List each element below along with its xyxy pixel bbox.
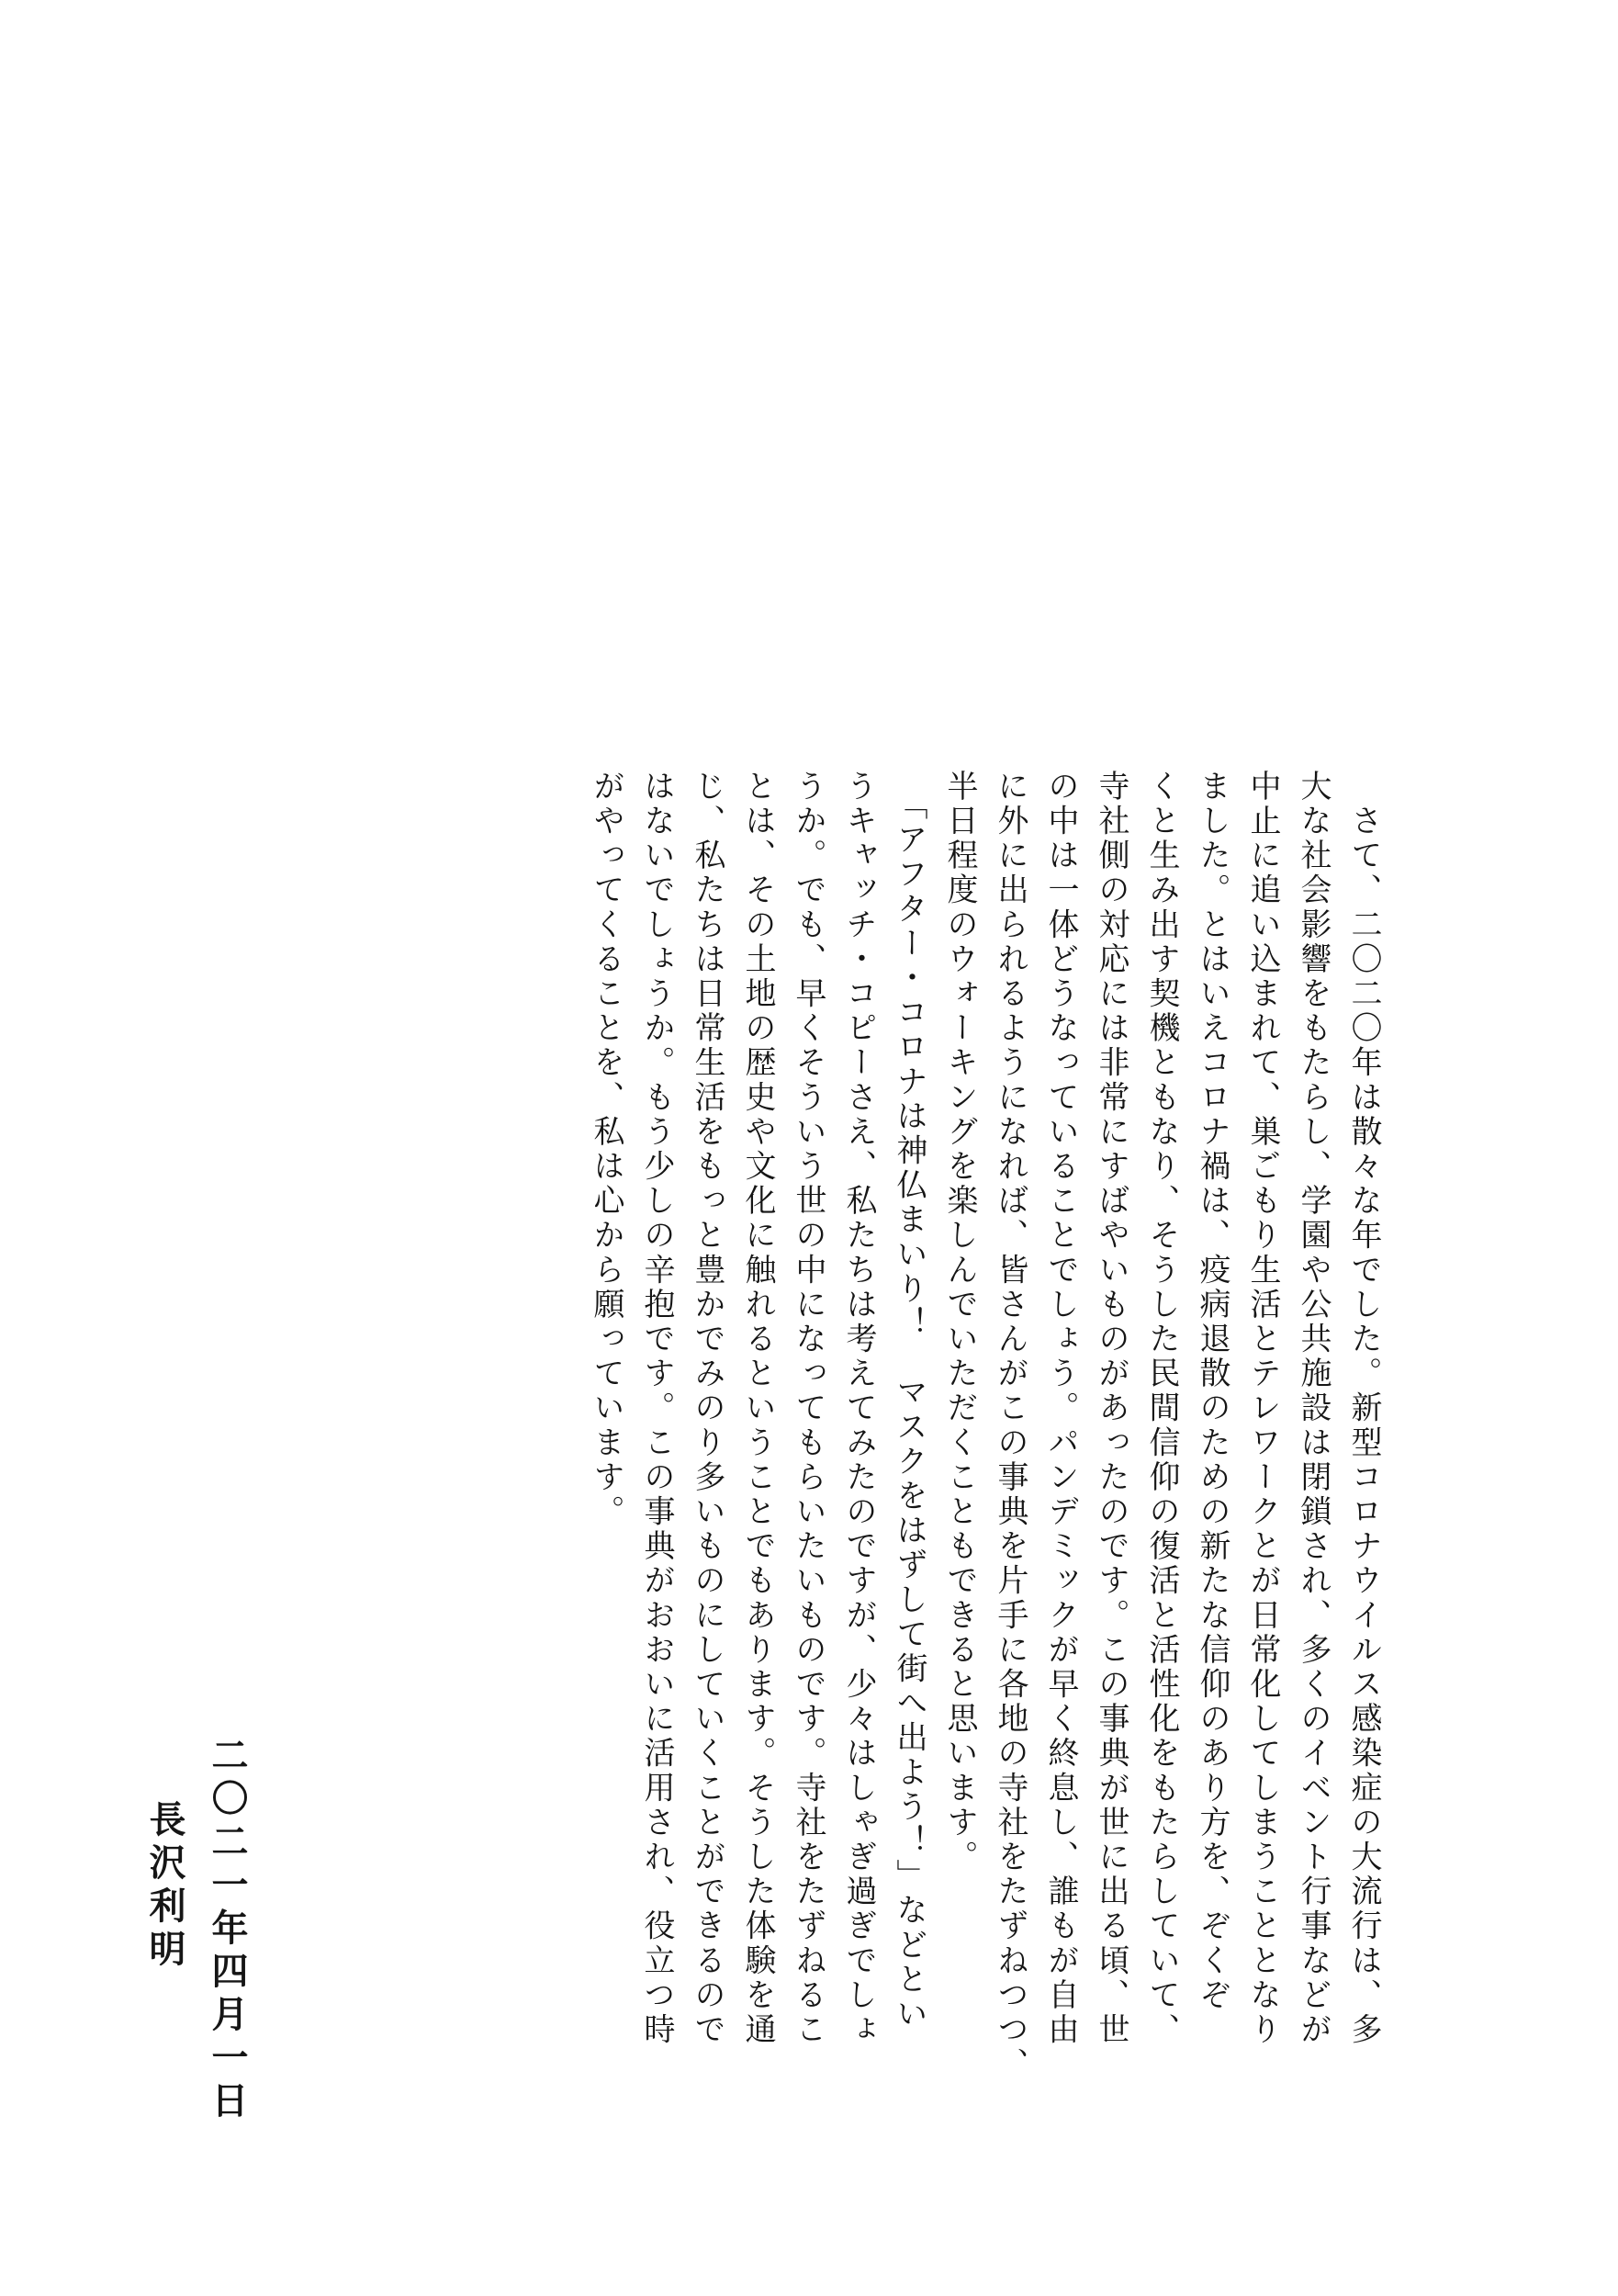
text-line: 寺社側の対応には非常にすばやいものがあったのです。この事典が世に出る頃、世 xyxy=(1093,770,1129,2048)
text-line: うか。でも、早くそういう世の中になってもらいたいものです。寺社をたずねるこ xyxy=(790,770,826,2048)
signature-block xyxy=(133,1736,258,2124)
text-line: 「アフター・コロナは神仏まいり！ マスクをはずして街へ出よう！」などとい xyxy=(891,770,927,2032)
text-line: うキャッチ・コピーさえ、私たちは考えてみたのですが、少々はしゃぎ過ぎでしょ xyxy=(840,770,877,2048)
text-line: じ、私たちは日常生活をもっと豊かでみのり多いものにしていくことができるので xyxy=(689,770,725,2048)
text-line: はないでしょうか。もう少しの辛抱です。この事典がおおいに活用され、役立つ時 xyxy=(638,770,675,2048)
text-line: ました。とはいえコロナ禍は、疫病退散のための新たな信仰のあり方を、ぞくぞ xyxy=(1194,770,1230,2013)
text-line: に外に出られるようになれば、皆さんがこの事典を片手に各地の寺社をたずねつつ、 xyxy=(992,770,1028,2082)
text-line: さて、二〇二〇年は散々な年でした。新型コロナウイルス感染症の大流行は、多 xyxy=(1345,770,1382,2048)
text-line: くと生み出す契機ともなり、そうした民間信仰の復活と活性化をもたらしていて、 xyxy=(1143,770,1180,2048)
text-line: の中は一体どうなっていることでしょう。パンデミックが早く終息し、誰もが自由 xyxy=(1042,770,1079,2048)
signature-date: 二〇二一年四月一日 xyxy=(206,1736,248,2124)
text-line: 半日程度のウォーキングを楽しんでいただくこともできると思います。 xyxy=(941,770,978,1875)
text-line: がやってくることを、私は心から願っています。 xyxy=(588,770,624,1530)
signature-author: 長沢利明 xyxy=(143,1800,185,1973)
text-line: 大な社会影響をもたらし、学園や公共施設は閉鎖され、多くのイベント行事などが xyxy=(1295,770,1331,2048)
text-line: 中止に追い込まれて、巣ごもり生活とテレワークとが日常化してしまうこととなり xyxy=(1244,770,1281,2048)
afterword-body xyxy=(580,770,1388,2110)
text-line: とは、その土地の歴史や文化に触れるということでもあります。そうした体験を通 xyxy=(739,770,776,2048)
